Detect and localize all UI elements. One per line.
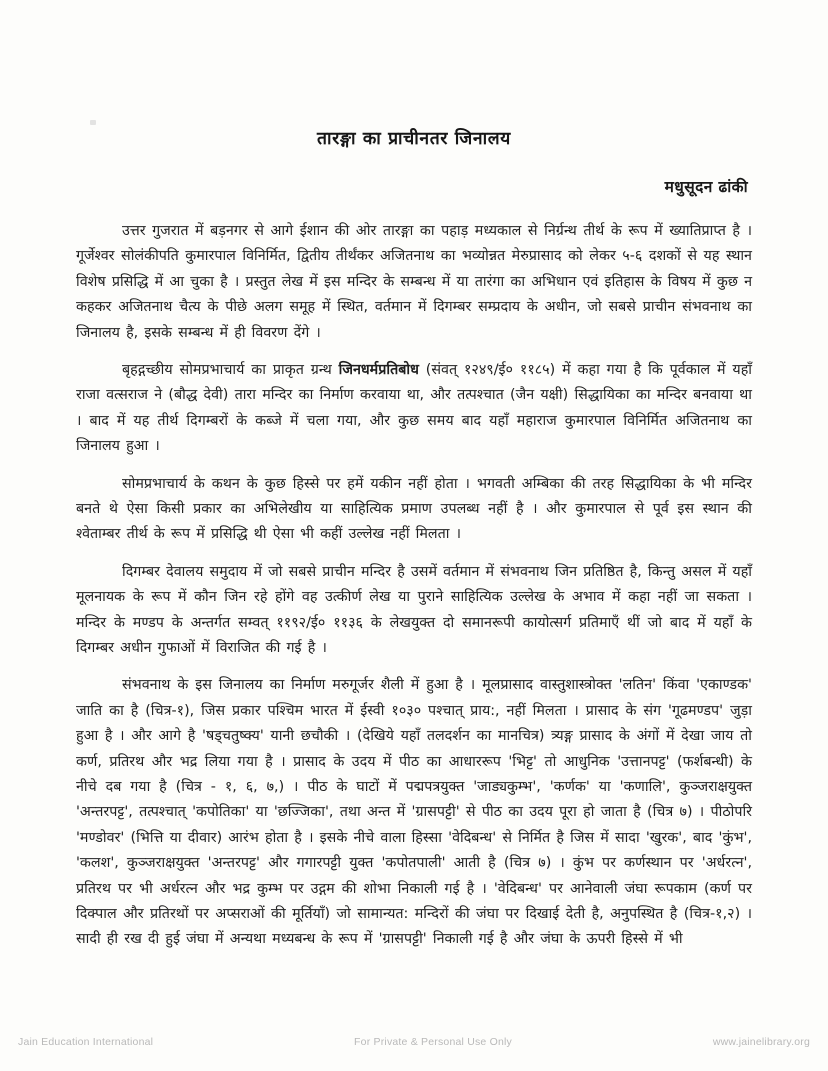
body-paragraph-3: सोमप्रभाचार्य के कथन के कुछ हिस्से पर हमें यकीन नहीं होता । भगवती अम्बिका की तरह सिद्धायिका के भी मन्दिर बनते थे ऐसा किसी प्रकार का अभिलेखीय या साहित्यिक प्रमाण उपलब्ध नहीं है । और कुमारपाल से पूर्व इस स्थान की श्वेताम्बर तीर्थ के रूप में प्रसिद्धि थी ऐसा भी कहीं उल्लेख नहीं मिलता । bbox=[76, 475, 752, 543]
page-footer bbox=[0, 1031, 828, 1053]
body-paragraph-4: दिगम्बर देवालय समुदाय में जो सबसे प्राचीन मन्दिर है उसमें वर्तमान में संभवनाथ जिन प्रतिष्ठित है, किन्तु असल में यहाँ मूलनायक के रूप में कौन जिन रहे होंगे वह उत्कीर्ण लेख या पुराने साहित्यिक उल्लेख के अभाव में कहा नहीं जा सकता । मन्दिर के मण्डप के अन्तर्गत सम्वत् ११९२/ई० ११३६ के लेखयुक्त दो समानरूपी कायोत्सर्ग प्रतिमाएँ थीं जो बाद में यहाँ के दिगम्बर अधीन गुफाओं में विराजित की गई है । bbox=[76, 563, 752, 656]
author-byline: मधुसूदन ढांकी bbox=[664, 177, 748, 196]
body-paragraph-1: उत्तर गुजरात में बड़नगर से आगे ईशान की ओर तारङ्गा का पहाड़ मध्यकाल से निर्ग्रन्थ तीर्थ के रूप में ख्यातिप्राप्त है । गूर्जेश्वर सोलंकीपति कुमारपाल विनिर्मित, द्वितीय तीर्थंकर अजितनाथ का भव्योन्नत मेरुप्रासाद को लेकर ५-६ दशकों से यह स्थान विशेष प्रसिद्धि में आ चुका है । प्रस्तुत लेख में इस मन्दिर के सम्बन्ध में या तारंगा का अभिधान एवं इतिहास के विषय में कुछ न कहकर अजितनाथ चैत्य के पीछे अलग समूह में स्थित, वर्तमान में दिगम्बर सम्प्रदाय के अधीन, जो सबसे प्राचीन संभवनाथ का जिनालय है, इसके सम्बन्ध में ही विवरण देंगे । bbox=[76, 222, 752, 341]
body-paragraph-5: संभवनाथ के इस जिनालय का निर्माण मरुगूर्जर शैली में हुआ है । मूलप्रासाद वास्तुशास्त्रोक्त 'लतिन' किंवा 'एकाण्डक' जाति का है (चित्र-१), जिस प्रकार पश्चिम भारत में ईस्वी १०३० पश्चात् प्राय:, नहीं मिलता । प्रासाद के संग 'गूढमण्डप' जुड़ा हुआ है । और आगे है 'षड्चतुष्क्य' यानी छचौकी । (देखिये यहाँ तलदर्शन का मानचित्र) त्र्यङ्ग प्रासाद के अंगों में देखा जाय तो कर्ण, प्रतिरथ और भद्र लिया गया है । प्रासाद के उदय में पीठ का आधाररूप 'भिट्ट' तो आधुनिक 'उत्तानपट्ट' (फर्शबन्धी) के नीचे दब गया है (चित्र - १, ६, ७,) । पीठ के घाटों में पद्मपत्रयुक्त 'जाड्यकुम्भ', 'कर्णक' या 'कणालि', कुञ्जराक्षयुक्त 'अन्तरपट्ट', तत्पश्चात् 'कपोतिका' या 'छज्जिका', तथा अन्त में 'ग्रासपट्टी' से पीठ का उदय पूरा हो जाता है (चित्र ७) । पीठोपरि 'मण्डोवर' (भित्ति या दीवार) आरंभ होता है । इसके नीचे वाला हिस्सा 'वेदिबन्ध' से निर्मित है जिस में सादा 'खुरक', बाद 'कुंभ', 'कलश', कुञ्जराक्षयुक्त 'अन्तरपट्ट' और गगारपट्टी युक्त 'कपोतपाली' आती है (चित्र ७) । कुंभ पर कर्णस्थान पर 'अर्धरत्न', प्रतिरथ पर भी अर्धरत्न और भद्र कुम्भ पर उद्गम की शोभा निकाली गई है । 'वेदिबन्ध' पर आनेवाली जंघा रूपकाम (कर्ण पर दिक्पाल और प्रतिरथों पर अप्सराओं की मूर्तियाँ) जो सामान्यत: मन्दिरों की जंघा पर दिखाई देती है, अनुपस्थित है (चित्र-१,२) । सादी ही रख दी हुई जंघा में अन्यथा मध्यबन्ध के रूप में 'ग्रासपट्टी' निकाली गई है और जंघा के ऊपरी हिस्से में भी bbox=[76, 677, 752, 948]
page-title: तारङ्गा का प्राचीनतर जिनालय bbox=[317, 129, 511, 149]
footer-usage-notice: For Private & Personal Use Only bbox=[354, 1036, 512, 1048]
document-content bbox=[76, 128, 752, 965]
footer-publisher: Jain Education International bbox=[18, 1036, 154, 1048]
footer-website[interactable]: www.jainelibrary.org bbox=[712, 1036, 810, 1048]
body-paragraph-2: बृहद्गच्छीय सोमप्रभाचार्य का प्राकृत ग्रन्थ जिनधर्मप्रतिबोध (संवत् १२४९/ई० ११८५) में कहा गया है कि पूर्वकाल में यहाँ राजा वत्सराज ने (बौद्ध देवी) तारा मन्दिर का निर्माण करवाया था, और तत्पश्चात (जैन यक्षी) सिद्धायिका का मन्दिर बनवाया था । बाद में यह तीर्थ दिगम्बरों के कब्जे में चला गया, और कुछ समय बाद यहाँ महाराज कुमारपाल विनिर्मित अजितनाथ का जिनालय हुआ । bbox=[76, 361, 753, 455]
scan-artifact-speck bbox=[90, 120, 96, 125]
